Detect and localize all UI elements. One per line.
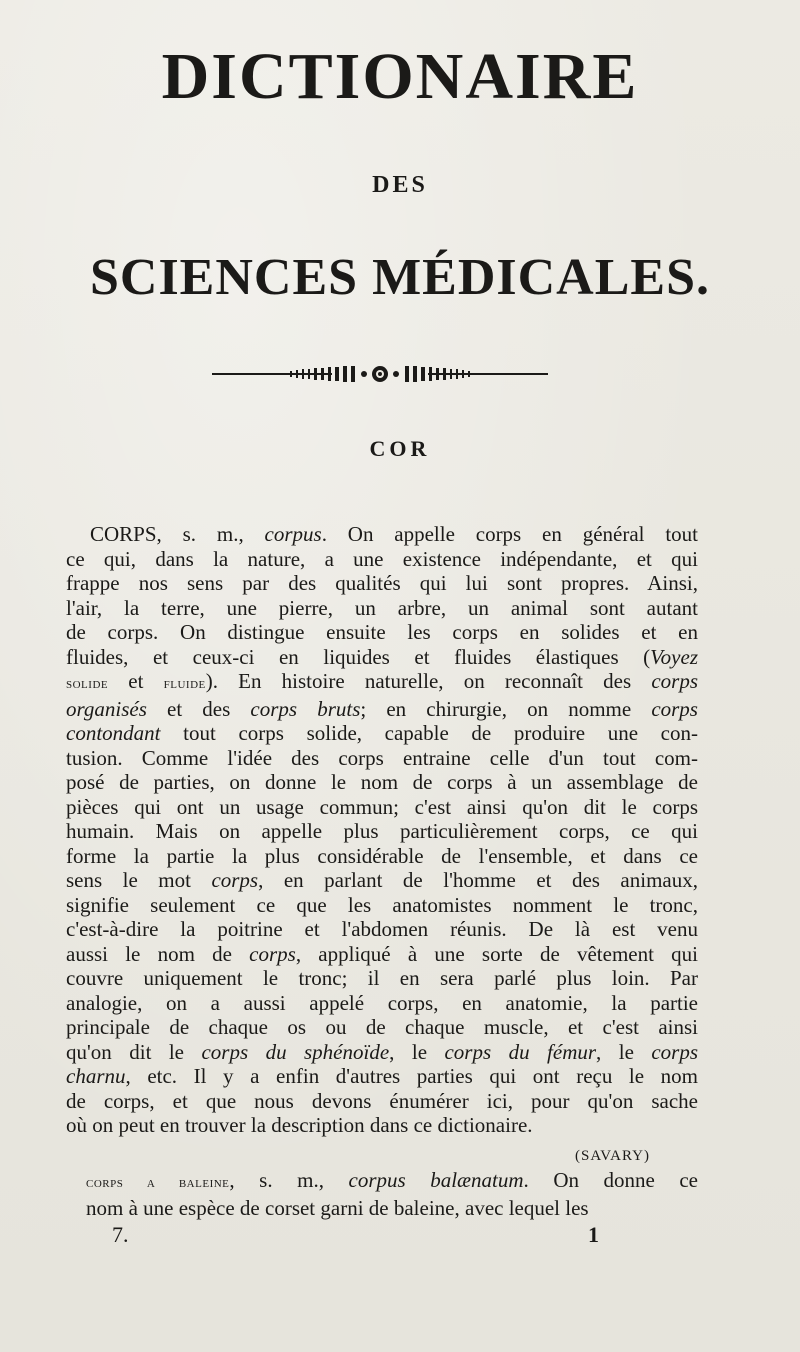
text-segment: corps	[211, 868, 259, 892]
text-segment: frappe nos sens par des qualités qui lui sont propres. Ainsi,	[66, 571, 698, 595]
text-line	[66, 571, 698, 596]
text-segment: nom à une espèce de corset garni de baleine, avec lequel les	[86, 1196, 589, 1220]
text-segment: qu'on dit le	[66, 1039, 202, 1064]
sheet-number: 1	[588, 1222, 599, 1247]
text-segment: de corps. On distingue ensuite les corps en solides et en	[66, 620, 698, 644]
text-line	[66, 697, 698, 722]
text-segment: ce qui, dans la nature, a une existence indépendante, et qui	[66, 546, 698, 571]
text-segment: de corps, et que nous devons énumérer ici, pour qu'on sache	[66, 1088, 698, 1113]
text-segment: corps	[651, 696, 698, 721]
text-segment: , le	[389, 1039, 445, 1064]
text-segment: contondant	[66, 721, 161, 745]
text-segment: ; en chirurgie, on nomme	[360, 696, 652, 721]
title-connector: DES	[372, 172, 428, 198]
text-segment: corps	[249, 941, 296, 966]
text-segment: Voyez	[650, 644, 698, 669]
text-line	[66, 596, 698, 621]
ornament-divider	[212, 362, 548, 386]
text-line	[66, 844, 698, 869]
page-title: DICTIONAIRE	[161, 40, 639, 113]
text-segment: . On appelle corps en général tout	[321, 522, 698, 546]
text-line	[66, 522, 698, 547]
text-segment: organisés	[66, 696, 147, 721]
text-segment: , s. m.,	[156, 522, 265, 546]
text-line	[66, 1015, 698, 1040]
text-segment: aussi le nom de	[66, 941, 250, 966]
text-segment: humain. Mais on appelle plus particulièrement corps, ce qui	[66, 819, 698, 843]
text-segment: fluide	[163, 676, 206, 692]
text-line	[66, 1089, 698, 1114]
text-line	[66, 966, 698, 991]
text-segment: corpus balænatum	[348, 1168, 524, 1192]
text-line	[66, 645, 698, 670]
entry-corps	[66, 522, 698, 1138]
text-segment: pièces qui ont un usage commun; c'est ainsi qu'on dit le corps	[66, 794, 698, 819]
text-segment: corps du sphénoïde	[201, 1039, 390, 1064]
page-subtitle: SCIENCES MÉDICALES.	[89, 249, 711, 306]
text-line	[66, 1064, 698, 1089]
text-line	[66, 1113, 698, 1138]
text-segment: posé de parties, on donne le nom de corps à un assemblage de	[66, 770, 698, 794]
text-segment: fluides, et ceux-ci en liquides et fluides élastiques (	[66, 644, 651, 669]
text-segment: et	[108, 669, 164, 693]
text-segment: corps bruts	[250, 696, 361, 721]
text-segment: analogie, on a aussi appelé corps, en anatomie, la partie	[66, 990, 698, 1015]
author-credit: (SAVARY)	[575, 1148, 650, 1164]
text-line	[66, 746, 698, 771]
text-segment: forme la partie la plus considérable de l'ensemble, et dans ce	[66, 843, 698, 868]
text-line	[66, 991, 698, 1016]
headword: CORPS	[90, 522, 157, 546]
text-segment: et des	[146, 696, 251, 721]
text-segment: sens le mot	[66, 868, 212, 892]
text-line	[66, 721, 698, 746]
text-segment: . On donne ce	[523, 1168, 699, 1192]
text-segment: signifie seulement ce que les anatomistes nomment le tronc,	[66, 892, 698, 917]
text-segment: principale de chaque os ou de chaque muscle, et c'est ainsi	[66, 1015, 698, 1039]
text-line	[66, 770, 698, 795]
text-segment: , etc. Il y a enfin d'autres parties qui ont reçu le nom	[125, 1064, 698, 1088]
text-line	[86, 1168, 698, 1196]
text-line	[66, 942, 698, 967]
text-segment: c'est-à-dire la poitrine et l'abdomen réunis. De là est venu	[66, 917, 698, 941]
text-line	[66, 669, 698, 697]
text-line	[66, 868, 698, 893]
text-segment: , le	[596, 1039, 652, 1064]
text-segment: solide	[66, 676, 109, 692]
section-heading: COR	[369, 436, 431, 461]
text-segment: tout corps solide, capable de produire une con-	[160, 721, 698, 745]
text-segment: , s. m.,	[229, 1168, 349, 1192]
text-segment: corps a baleine	[86, 1175, 230, 1191]
text-segment: l'air, la terre, une pierre, un arbre, un animal sont autant	[66, 595, 698, 620]
text-segment: , appliqué à une sorte de vêtement qui	[295, 941, 698, 966]
signature-mark: 7.	[112, 1222, 129, 1247]
text-segment: charnu	[66, 1064, 126, 1088]
text-line	[66, 917, 698, 942]
text-segment: ). En histoire naturelle, on reconnaît des	[205, 669, 652, 693]
text-line	[66, 893, 698, 918]
text-line	[66, 620, 698, 645]
entry-corps-a-baleine	[86, 1168, 698, 1221]
text-segment: , en parlant de l'homme et des animaux,	[258, 868, 698, 892]
text-segment: couvre uniquement le tronc; il en sera parlé plus loin. Par	[66, 966, 698, 990]
text-segment: corps	[651, 669, 699, 693]
text-segment: corps	[651, 1039, 699, 1064]
text-segment: corpus	[264, 522, 322, 546]
text-line	[66, 1040, 698, 1065]
text-segment: tusion. Comme l'idée des corps entraine celle d'un tout com-	[66, 745, 698, 770]
text-line	[66, 819, 698, 844]
text-segment: où on peut en trouver la description dans ce dictionaire.	[66, 1113, 533, 1137]
text-line	[66, 795, 698, 820]
text-segment: corps du fémur	[444, 1039, 597, 1064]
text-line	[86, 1196, 698, 1221]
text-line	[66, 547, 698, 572]
